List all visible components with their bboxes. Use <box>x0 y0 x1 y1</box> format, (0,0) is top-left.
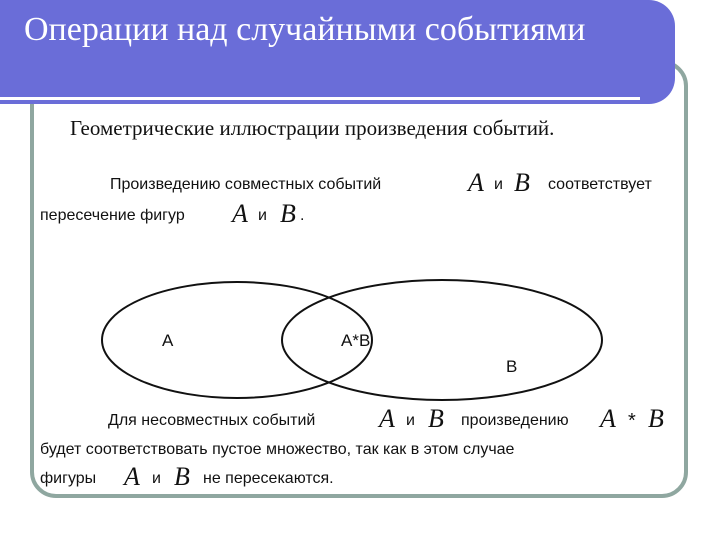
p1-and: и <box>494 176 503 193</box>
p1-text-a: Произведению совместных событий <box>110 176 382 193</box>
p2-var-b2: B <box>648 404 664 433</box>
p2-star: * <box>628 410 636 432</box>
p1-text-b: соответствует <box>548 176 652 193</box>
p2-text-a: Для несовместных событий <box>108 412 316 429</box>
p2-var-b: B <box>428 404 444 433</box>
p2-text-d: не пересекаются. <box>203 470 334 487</box>
p1-var-b2: B <box>280 199 296 228</box>
p2-var-a2: A <box>600 404 616 433</box>
label-a: A <box>162 331 174 350</box>
p2-var-a: A <box>379 404 395 433</box>
ellipse-a <box>102 282 372 398</box>
p1-and2: и <box>258 207 267 224</box>
p1-var-b: B <box>514 168 530 197</box>
p1-dot: . <box>300 207 305 224</box>
label-a-intersect-b: A*B <box>341 331 371 350</box>
ellipse-b <box>282 280 602 400</box>
p2-text-b: произведению <box>461 412 569 429</box>
label-b: B <box>506 357 518 376</box>
p2-var-a3: A <box>124 462 140 491</box>
p2-line2: будет соответствовать пустое множество, так как в этом случае <box>40 441 515 458</box>
p1-text-c: пересечение фигур <box>40 207 185 224</box>
p1-var-a: A <box>468 168 484 197</box>
p1-var-a2: A <box>232 199 248 228</box>
p2-var-b3: B <box>174 462 190 491</box>
p2-and2: и <box>152 470 161 487</box>
p2-text-c: фигуры <box>40 470 97 487</box>
p2-and: и <box>406 412 415 429</box>
slide-title: Операции над случайными событиями <box>24 11 586 48</box>
section-heading: Геометрические иллюстрации произведения событий. <box>70 116 555 140</box>
